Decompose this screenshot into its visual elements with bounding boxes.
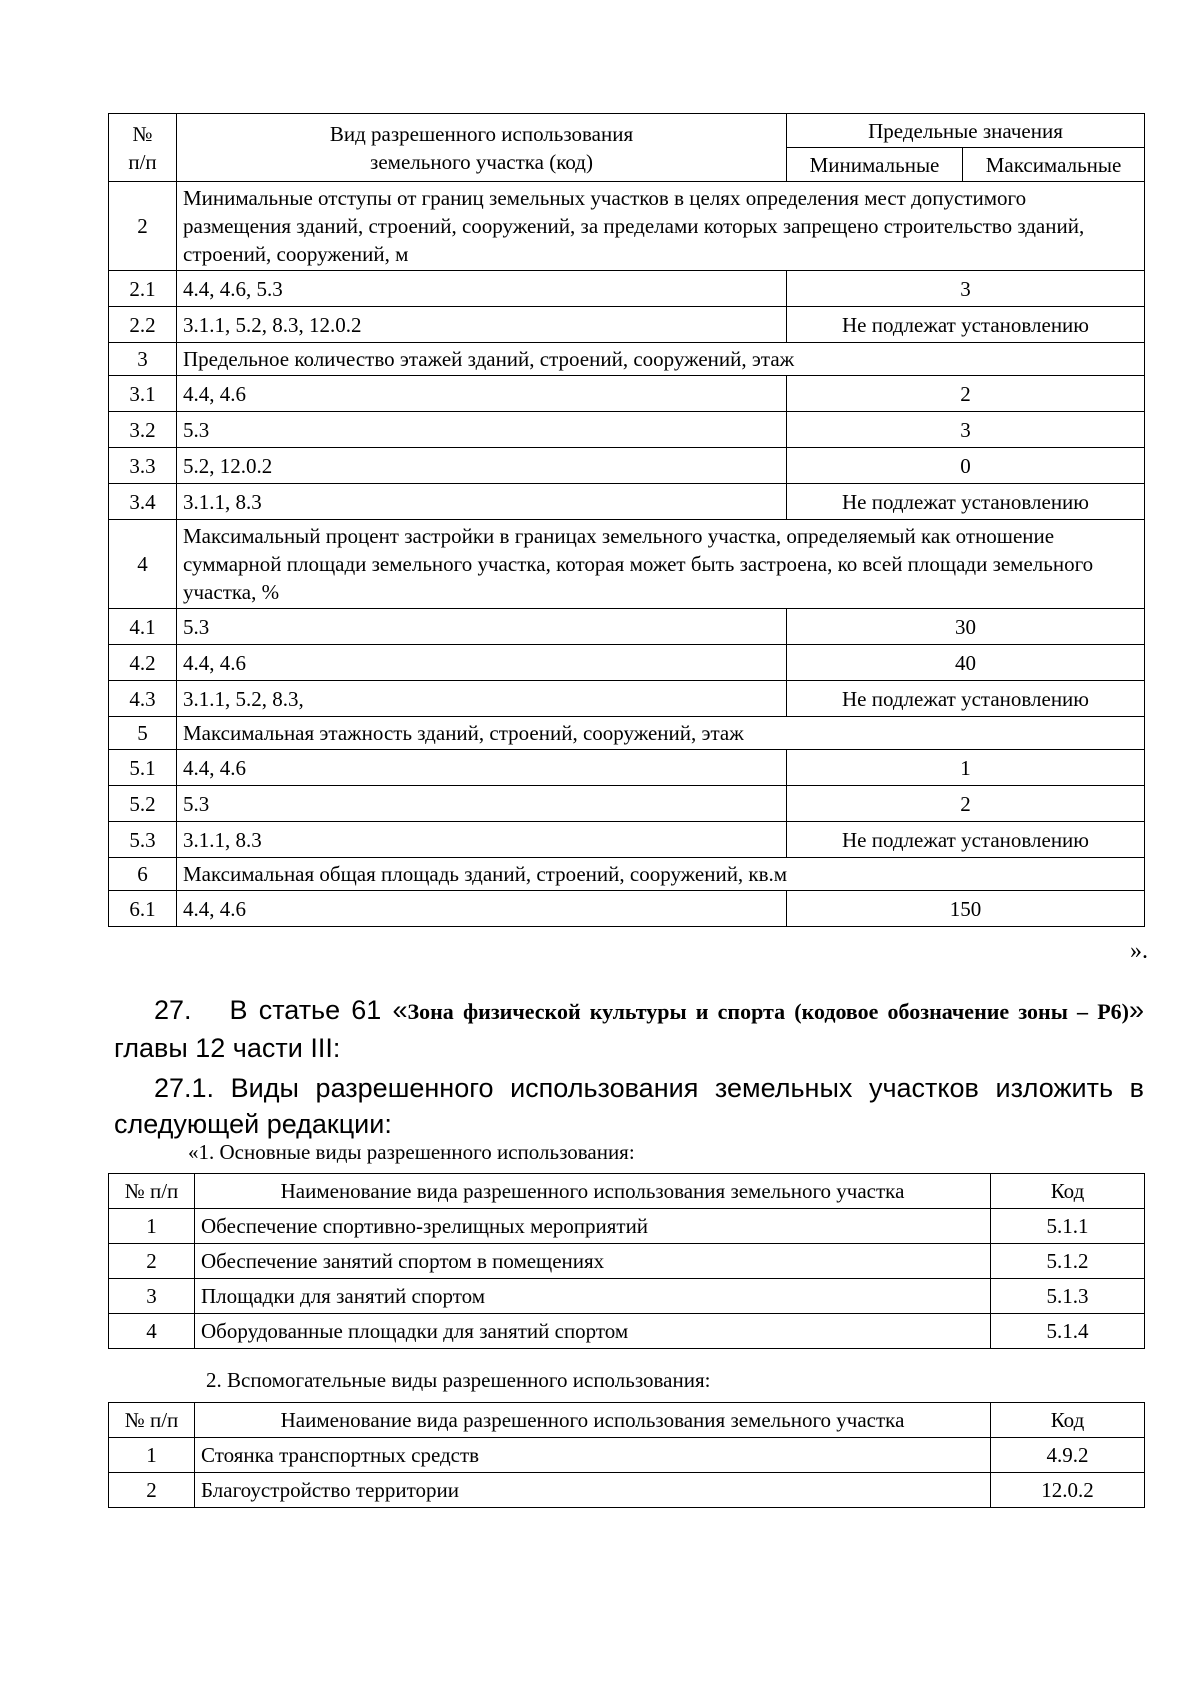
section-title: Минимальные отступы от границ земельных участков в целях определения мест допустимого размещения зданий, строений, сооружений, за пределами которых запрещено строительство зданий, строений, сооружений, м: [177, 182, 1145, 271]
row-code: 5.3: [177, 412, 787, 448]
row-value: Не подлежат установлению: [787, 822, 1145, 858]
header-name: Наименование вида разрешенного использования земельного участка: [195, 1174, 991, 1209]
table-row: [109, 484, 1145, 520]
table-row: [109, 1279, 1145, 1314]
section-row: [109, 343, 1145, 376]
table-row: [109, 1438, 1145, 1473]
table-row: [109, 681, 1145, 717]
table-row: [109, 307, 1145, 343]
row-number: 6: [109, 858, 177, 891]
row-number: 1: [109, 1438, 195, 1473]
closing-quote: ».: [1130, 938, 1148, 964]
header-min: Минимальные: [787, 148, 963, 182]
row-value: Не подлежат установлению: [787, 681, 1145, 717]
row-code: 5.1.3: [991, 1279, 1145, 1314]
row-code: 3.1.1, 8.3: [177, 822, 787, 858]
row-code: 4.4, 4.6: [177, 376, 787, 412]
header-num: № п/п: [109, 1403, 195, 1438]
row-value: 2: [787, 786, 1145, 822]
row-value: 0: [787, 448, 1145, 484]
row-value: 1: [787, 750, 1145, 786]
main-uses-table-body: [109, 1174, 1145, 1349]
row-code: 5.2, 12.0.2: [177, 448, 787, 484]
row-code: 4.4, 4.6: [177, 645, 787, 681]
table-row: [109, 1244, 1145, 1279]
section-title: Максимальный процент застройки в границах земельного участка, определяемый как отношение суммарной площади земельного участка, которая может быть застроена, ко всей площади земельного участка, %: [177, 520, 1145, 609]
row-value: Не подлежат установлению: [787, 484, 1145, 520]
header-code: Код: [991, 1403, 1145, 1438]
row-code: 5.3: [177, 786, 787, 822]
row-number: 3.3: [109, 448, 177, 484]
row-number: 3.1: [109, 376, 177, 412]
row-number: 6.1: [109, 891, 177, 927]
row-name: Обеспечение занятий спортом в помещениях: [195, 1244, 991, 1279]
auxiliary-uses-table-body: [109, 1403, 1145, 1508]
row-number: 1: [109, 1209, 195, 1244]
table-row: [109, 271, 1145, 307]
row-number: 5.3: [109, 822, 177, 858]
main-uses-table: [108, 1173, 1145, 1349]
paragraph-27-lead: В статье 61 «: [229, 995, 408, 1025]
row-number: 5.1: [109, 750, 177, 786]
paragraph-27-bold: Зона физической культуры и спорта (кодовое обозначение зоны – Р6): [407, 999, 1129, 1024]
header-max: Максимальные: [963, 148, 1145, 182]
section-1-title: «1. Основные виды разрешенного использования:: [188, 1140, 635, 1164]
header-num: № п/п: [109, 114, 177, 182]
section-title: Предельное количество этажей зданий, строений, сооружений, этаж: [177, 343, 1145, 376]
row-number: 3.4: [109, 484, 177, 520]
row-number: 4.2: [109, 645, 177, 681]
table-row: [109, 1473, 1145, 1508]
row-number: 4.1: [109, 609, 177, 645]
header-name: Наименование вида разрешенного использования земельного участка: [195, 1403, 991, 1438]
paragraph-27-tail: » главы 12 части III:: [114, 995, 1144, 1063]
row-code: 12.0.2: [991, 1473, 1145, 1508]
row-value: 40: [787, 645, 1145, 681]
row-code: 4.4, 4.6, 5.3: [177, 271, 787, 307]
table-row: [109, 645, 1145, 681]
header-limits: Предельные значения: [787, 114, 1145, 148]
row-name: Обеспечение спортивно-зрелищных мероприятий: [195, 1209, 991, 1244]
row-code: 5.1.2: [991, 1244, 1145, 1279]
row-number: 3: [109, 343, 177, 376]
row-code: 4.9.2: [991, 1438, 1145, 1473]
limits-table-body: [109, 114, 1145, 927]
row-name: Благоустройство территории: [195, 1473, 991, 1508]
row-name: Оборудованные площадки для занятий спортом: [195, 1314, 991, 1349]
row-name: Стоянка транспортных средств: [195, 1438, 991, 1473]
row-number: 4: [109, 520, 177, 609]
section-row: [109, 717, 1145, 750]
paragraph-27-1-text: 27.1. Виды разрешенного использования земельных участков изложить в следующей редакции:: [114, 1073, 1144, 1139]
section-title: Максимальная общая площадь зданий, строений, сооружений, кв.м: [177, 858, 1145, 891]
section-title: Максимальная этажность зданий, строений, сооружений, этаж: [177, 717, 1145, 750]
limits-table: [108, 113, 1145, 927]
row-code: 3.1.1, 8.3: [177, 484, 787, 520]
row-number: 3.2: [109, 412, 177, 448]
row-number: 2: [109, 1473, 195, 1508]
header-num: № п/п: [109, 1174, 195, 1209]
row-value: Не подлежат установлению: [787, 307, 1145, 343]
row-value: 30: [787, 609, 1145, 645]
row-value: 150: [787, 891, 1145, 927]
row-code: 4.4, 4.6: [177, 750, 787, 786]
row-code: 3.1.1, 5.2, 8.3,: [177, 681, 787, 717]
table-row: [109, 448, 1145, 484]
row-code: 4.4, 4.6: [177, 891, 787, 927]
row-code: 3.1.1, 5.2, 8.3, 12.0.2: [177, 307, 787, 343]
row-number: 5.2: [109, 786, 177, 822]
row-code: 5.3: [177, 609, 787, 645]
section-row: [109, 520, 1145, 609]
row-number: 2.2: [109, 307, 177, 343]
paragraph-27-number: 27.: [154, 995, 192, 1025]
row-name: Площадки для занятий спортом: [195, 1279, 991, 1314]
row-value: 3: [787, 271, 1145, 307]
table-row: [109, 786, 1145, 822]
table-row: [109, 609, 1145, 645]
row-value: 3: [787, 412, 1145, 448]
row-number: 2: [109, 1244, 195, 1279]
row-number: 4: [109, 1314, 195, 1349]
row-number: 3: [109, 1279, 195, 1314]
row-number: 4.3: [109, 681, 177, 717]
section-row: [109, 182, 1145, 271]
paragraph-27: [114, 992, 1144, 1066]
table-row: [109, 1209, 1145, 1244]
table-row: [109, 750, 1145, 786]
row-code: 5.1.1: [991, 1209, 1145, 1244]
row-number: 2: [109, 182, 177, 271]
table-row: [109, 891, 1145, 927]
auxiliary-uses-table: [108, 1402, 1145, 1508]
header-code: Код: [991, 1174, 1145, 1209]
paragraph-27-1: [114, 1070, 1144, 1142]
row-number: 5: [109, 717, 177, 750]
row-number: 2.1: [109, 271, 177, 307]
table-row: [109, 412, 1145, 448]
header-type: Вид разрешенного использования земельного участка (код): [177, 114, 787, 182]
table-row: [109, 1314, 1145, 1349]
row-code: 5.1.4: [991, 1314, 1145, 1349]
table-row: [109, 822, 1145, 858]
table-row: [109, 376, 1145, 412]
section-row: [109, 858, 1145, 891]
row-value: 2: [787, 376, 1145, 412]
section-2-title: 2. Вспомогательные виды разрешенного использования:: [206, 1368, 711, 1392]
